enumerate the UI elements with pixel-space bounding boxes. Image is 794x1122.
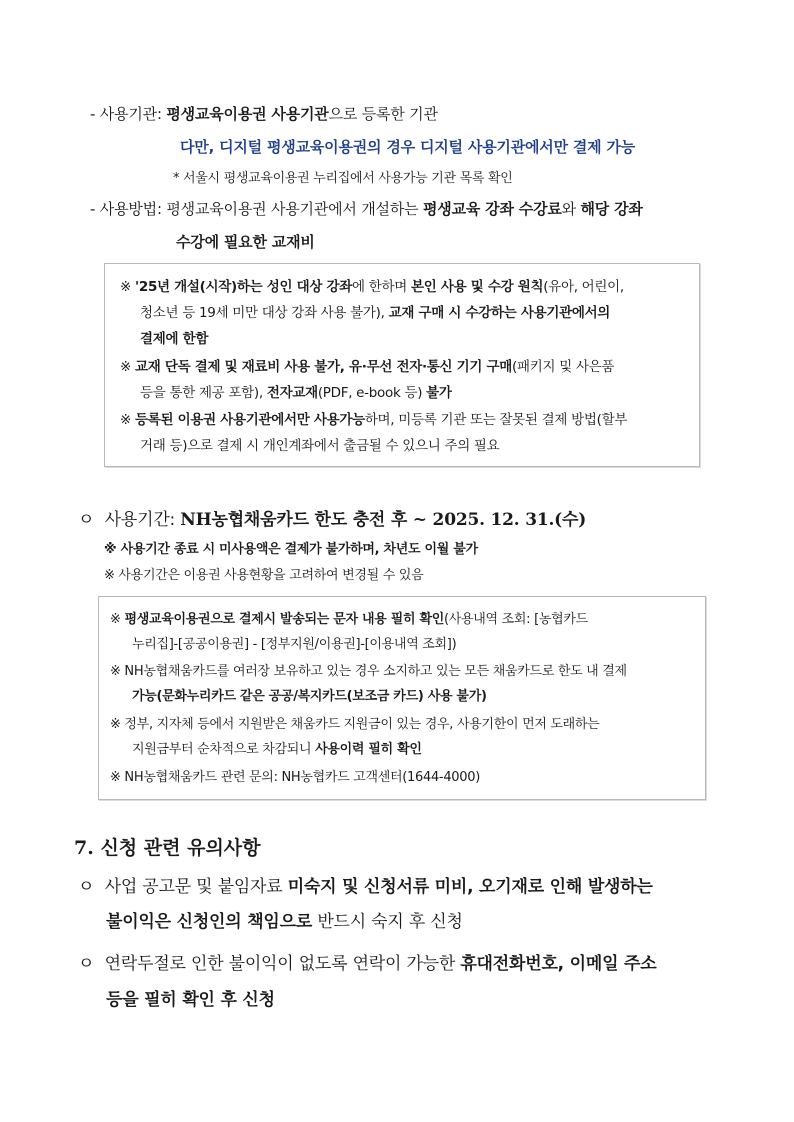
section7-bullet2-line2	[106, 989, 275, 1011]
period-note2: ※ 사용기간은 이용권 사용현황을 고려하여 변경될 수 있음	[104, 568, 424, 583]
box1-l1-bold2: 본인 사용 및 수강 원칙	[410, 279, 544, 295]
section7-b2-bold: 휴대전화번호, 이메일 주소	[460, 954, 657, 974]
box1-l3-bold: 결제에 한함	[140, 331, 209, 347]
box2-line3: ※ NH농협채움카드를 여러장 보유하고 있는 경우 소지하고 있는 모든 채움카드로 한도 내 결제	[110, 664, 627, 679]
box1-l1-rest: (유아, 어린이,	[543, 279, 624, 295]
usage-institution-bold: 평생교육이용권 사용기관	[166, 105, 329, 123]
period-bold: NH농협채움카드 한도 충전 후 ~ 2025. 12. 31.(수)	[180, 510, 587, 530]
box1-line7	[140, 437, 499, 455]
usage-method-line2-text: 수강에 필요한 교재비	[176, 233, 315, 251]
box2-l1-rest: (사용내역 조회: [농협카드	[444, 612, 588, 627]
box2-l4-bold: 가능(문화누리카드 같은 공공/복지카드(보조금 카드) 사용 불가)	[132, 689, 487, 704]
section7-b1-plain: 사업 공고문 및 붙임자료	[104, 877, 288, 897]
box1-l7: 거래 등)으로 결제 시 개인계좌에서 출금될 수 있으니 주의 필요	[140, 438, 500, 454]
usage-institution-line	[90, 104, 438, 124]
box2-line7: ※ NH농협채움카드 관련 문의: NH농협카드 고객센터(1644-4000)	[110, 770, 480, 785]
usage-method-line2	[176, 232, 315, 252]
section7-bullet1-line2	[106, 911, 463, 933]
box1-line2	[140, 304, 610, 322]
box1-mark4: ※	[120, 359, 136, 375]
box2-line5: ※ 정부, 지자체 등에서 지원받은 채움카드 지원금이 있는 경우, 사용기한이 먼저 도래하는	[110, 717, 600, 732]
box1-l5-mid: (PDF, e-book 등)	[317, 385, 427, 401]
usage-institution-label: - 사용기관:	[90, 105, 167, 123]
period-note1-text: ※ 사용기간 종료 시 미사용액은 결제가 불가하며, 차년도 이월 불가	[104, 542, 478, 557]
box1-l5: 등을 통한 제공 포함),	[140, 385, 267, 401]
box1-l1-bold: '25년 개설(시작)하는 성인 대상 강좌	[135, 279, 353, 295]
box1-l5-bold1: 전자교재	[266, 385, 318, 401]
box2-line6	[132, 741, 422, 759]
section7-b2-bullet: ㅇ	[78, 954, 95, 974]
digital-note-text: 다만, 디지털 평생교육이용권의 경우 디지털 사용기관에서만 결제 가능	[180, 138, 636, 156]
period-bullet: ㅇ	[78, 510, 95, 530]
box1-line1	[120, 278, 624, 296]
box2-l1-bold: 평생교육이용권으로 결제시 발송되는 문자 내용 필히 확인	[124, 612, 444, 627]
box2-mark1: ※	[110, 612, 125, 627]
section7-heading: 7. 신청 관련 유의사항	[74, 837, 261, 859]
section7-b2-plain: 연락두절로 인한 불이익이 없도록 연락이 가능한	[104, 954, 461, 974]
period-note1	[104, 541, 478, 559]
section7-bullet2	[78, 953, 656, 975]
period-label: 사용기간:	[104, 510, 181, 530]
box1-l2-bold: 교재 구매 시 수강하는 사용기관에서의	[388, 305, 611, 321]
box1-line5	[140, 384, 452, 402]
box1-l4-rest: (패키지 및 사은품	[512, 359, 615, 375]
box1-l1-mid: 에 한하며	[352, 279, 411, 295]
box1-l5-bold2: 불가	[426, 385, 452, 401]
period-line	[78, 509, 586, 531]
box1-l4-bold: 교재 단독 결제 및 재료비 사용 불가, 유·무선 전자·통신 기기 구매	[135, 359, 513, 375]
digital-note	[180, 137, 635, 157]
usage-method-bold2: 해당 강좌	[580, 200, 643, 218]
usage-method-mid: 와	[561, 200, 581, 218]
box1-mark1: ※	[120, 279, 136, 295]
section7-b1-bold: 미숙지 및 신청서류 미비, 오기재로 인해 발생하는	[287, 877, 653, 897]
section7-b2-line2-bold: 등을 필히 확인 후 신청	[106, 990, 275, 1010]
box2-line2: 누리집]-[공공이용권] - [정부지원/이용권]-[이용내역 조회])	[132, 637, 457, 652]
usage-method-bold1: 평생교육 강좌 수강료	[423, 200, 562, 218]
box1-l2: 청소년 등 19세 미만 대상 강좌 사용 불가),	[140, 305, 389, 321]
box1-line4	[120, 358, 614, 376]
box1-line3	[140, 330, 208, 348]
usage-method-line	[90, 199, 643, 219]
section7-b1-line2-bold: 불이익은 신청인의 책임으로	[106, 912, 313, 932]
section7-b1-bullet: ㅇ	[78, 877, 95, 897]
box1-l6-rest: 하며, 미등록 기관 또는 잘못된 결제 방법(할부	[364, 412, 628, 428]
box2-l6: 지원금부터 순차적으로 차감되니	[132, 742, 316, 757]
section7-b1-line2-rest: 반드시 숙지 후 신청	[312, 912, 463, 932]
box1-l6-bold: 등록된 이용권 사용기관에서만 사용가능	[135, 412, 365, 428]
usage-institution-rest: 으로 등록한 기관	[328, 105, 438, 123]
seoul-note: * 서울시 평생교육이용권 누리집에서 사용가능 기관 목록 확인	[173, 171, 513, 186]
usage-method-label: - 사용방법: 평생교육이용권 사용기관에서 개설하는	[90, 200, 423, 218]
box2-line1	[110, 611, 588, 629]
section7-bullet1	[78, 876, 653, 898]
box2-line4	[132, 688, 487, 706]
box1-line6	[120, 411, 627, 429]
box2-l6-bold: 사용이력 필히 확인	[315, 742, 422, 757]
box1-mark6: ※	[120, 412, 136, 428]
